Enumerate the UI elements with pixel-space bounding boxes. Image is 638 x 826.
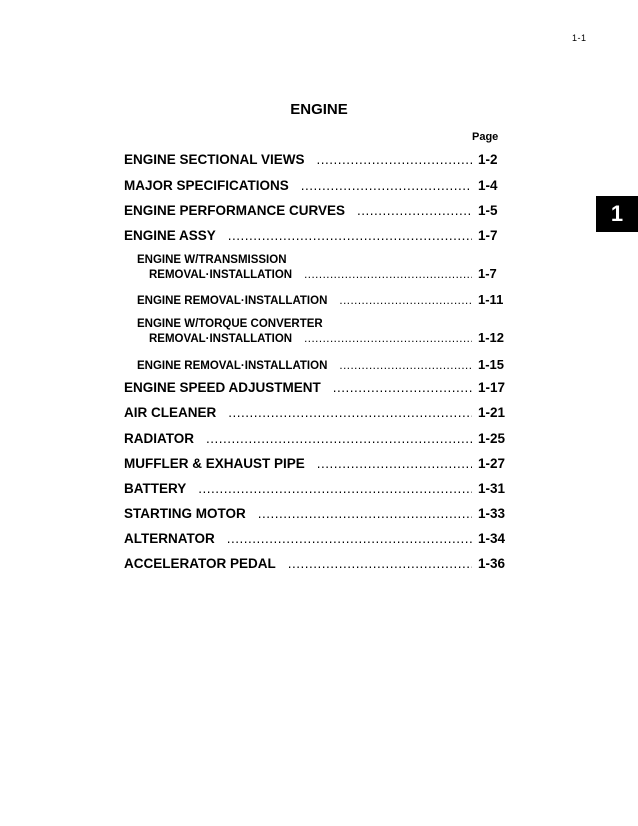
toc-leader-dots [304,269,472,281]
toc-entry-radiator[interactable] [124,431,512,451]
toc-label: ACCELERATOR PEDAL [124,556,276,571]
toc-label: STARTING MOTOR [124,506,246,521]
toc-label-line2: REMOVAL·INSTALLATION [149,269,293,281]
toc-page: 1-36 [478,556,506,571]
toc-label: ALTERNATOR [124,531,215,546]
toc-entry-engine-removal-installation-1[interactable] [137,292,512,307]
toc-label: MAJOR SPECIFICATIONS [124,178,289,193]
toc-entry-battery[interactable] [124,481,512,501]
toc-leader-dots [258,506,472,521]
toc-label-line2: REMOVAL·INSTALLATION [149,333,293,345]
toc-leader-dots [228,228,472,243]
toc-leader-dots [206,431,472,446]
toc-entry-engine-removal-installation-2[interactable] [137,357,512,372]
toc-label: AIR CLEANER [124,405,217,420]
toc-leader-dots [228,405,472,420]
toc-page: 1-17 [478,380,506,395]
toc-label: ENGINE SPEED ADJUSTMENT [124,380,321,395]
toc-page: 1-2 [478,152,498,167]
toc-page: 1-25 [478,431,506,446]
toc-page: 1-27 [478,456,506,471]
toc-label: ENGINE ASSY [124,228,216,243]
toc-label: RADIATOR [124,431,194,446]
toc-entry-engine-assy[interactable] [124,228,512,248]
toc-page: 1-15 [478,357,505,372]
toc-entry-starting-motor[interactable] [124,506,512,526]
page-column-header: Page [472,131,499,143]
toc-page: 1-33 [478,506,506,521]
chapter-tab: 1 [596,196,638,232]
toc-label: MUFFLER & EXHAUST PIPE [124,456,305,471]
toc-leader-dots [304,333,472,345]
page-number: 1-1 [572,33,587,43]
toc-leader-dots [301,178,472,193]
toc-label-line1: ENGINE W/TRANSMISSION [137,254,287,266]
toc-page: 1-31 [478,481,506,496]
toc-label: ENGINE REMOVAL·INSTALLATION [137,360,328,372]
toc-page: 1-7 [478,266,497,281]
toc-page: 1-11 [478,292,504,307]
toc-label: ENGINE SECTIONAL VIEWS [124,152,305,167]
toc-page: 1-5 [478,203,498,218]
toc-entry-air-cleaner[interactable] [124,405,512,425]
toc-entry-muffler-exhaust-pipe[interactable] [124,456,512,476]
toc-leader-dots [288,556,472,571]
toc-leader-dots [227,531,472,546]
toc-label-line1: ENGINE W/TORQUE CONVERTER [137,318,323,330]
toc-page: 1-34 [478,531,506,546]
toc-label: ENGINE REMOVAL·INSTALLATION [137,295,328,307]
toc-page: 1-7 [478,228,498,243]
toc-leader-dots [339,295,472,307]
toc-leader-dots [317,152,472,167]
toc-page: 1-12 [478,330,505,345]
toc-page: 1-21 [478,405,506,420]
toc-entry-engine-performance-curves[interactable] [124,203,512,223]
toc-entry-accelerator-pedal[interactable] [124,556,512,576]
toc-entry-alternator[interactable] [124,531,512,551]
toc-entry-major-specifications[interactable] [124,178,512,198]
toc-leader-dots [198,481,472,496]
toc-entry-engine-speed-adjustment[interactable] [124,380,512,400]
toc-leader-dots [357,203,472,218]
toc-page: 1-4 [478,178,498,193]
toc-leader-dots [317,456,472,471]
page-title: ENGINE [290,101,348,118]
toc-leader-dots [339,360,472,372]
toc-label: BATTERY [124,481,187,496]
toc-entry-engine-w-torque-converter[interactable] [137,318,512,345]
toc-leader-dots [333,380,472,395]
toc-entry-engine-sectional-views[interactable] [124,152,512,172]
toc-label: ENGINE PERFORMANCE CURVES [124,203,346,218]
toc-entry-engine-w-transmission[interactable] [137,254,512,281]
